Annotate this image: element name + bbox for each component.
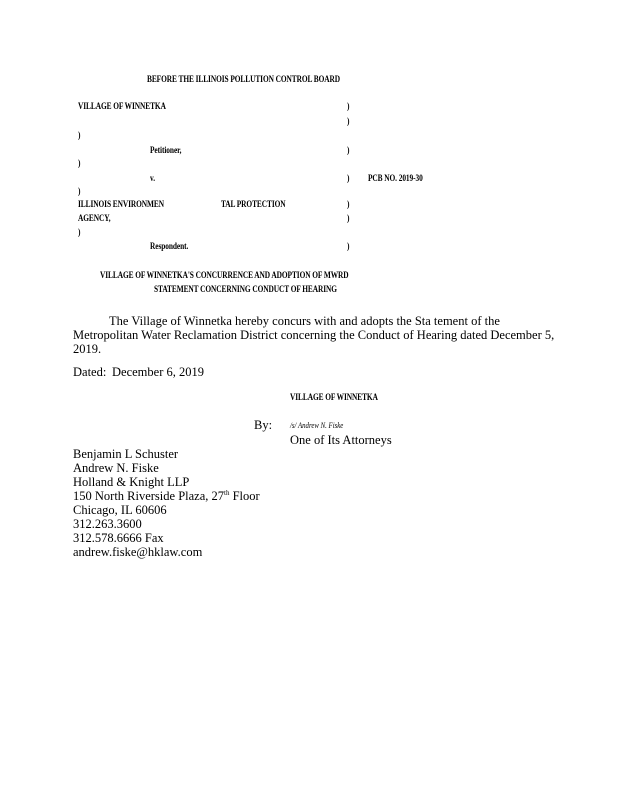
document-title-line2: STATEMENT CONCERNING CONDUCT OF HEARING	[154, 284, 337, 294]
body-paragraph-line1: The Village of Winnetka hereby concurs with and adopts the Sta tement of the	[109, 314, 500, 328]
caption-bracket: )	[347, 145, 350, 155]
body-paragraph-line2: Metropolitan Water Reclamation District concerning the Conduct of Hearing dated December 5,	[73, 328, 555, 342]
address-prefix: 150 North Riverside Plaza, 27	[73, 489, 225, 503]
versus-label: v.	[150, 173, 155, 183]
caption-bracket: )	[347, 241, 350, 251]
dated-value: December 6, 2019	[112, 365, 204, 379]
signature-line: /s/ Andrew N. Fiske	[290, 420, 344, 430]
caption-bracket: )	[78, 130, 81, 140]
signer-title: One of Its Attorneys	[290, 433, 392, 447]
document-title-line1: VILLAGE OF WINNETKA'S CONCURRENCE AND ADOPTION OF MWRD	[100, 270, 349, 280]
petitioner-role: Petitioner,	[150, 145, 182, 155]
respondent-name-part1: ILLINOIS ENVIRONMEN	[78, 199, 164, 209]
caption-bracket: )	[347, 101, 350, 111]
firm-city: Chicago, IL 60606	[73, 503, 167, 517]
attorney-name-2: Andrew N. Fiske	[73, 461, 159, 475]
firm-address	[73, 489, 260, 503]
law-firm: Holland & Knight LLP	[73, 475, 190, 489]
email-address: andrew.fiske@hklaw.com	[73, 545, 203, 559]
address-superscript: th	[224, 488, 230, 497]
dated-label: Dated:	[73, 365, 107, 379]
phone-number: 312.263.3600	[73, 517, 142, 531]
respondent-role: Respondent.	[150, 241, 189, 251]
by-label: By:	[254, 418, 273, 432]
signature-party: VILLAGE OF WINNETKA	[290, 392, 378, 402]
petitioner-name: VILLAGE OF WINNETKA	[78, 101, 166, 111]
respondent-name-part2: TAL PROTECTION	[221, 199, 286, 209]
caption-bracket: )	[347, 199, 350, 209]
board-title: BEFORE THE ILLINOIS POLLUTION CONTROL BOARD	[147, 74, 340, 84]
caption-bracket: )	[78, 158, 81, 168]
caption-bracket: )	[347, 116, 350, 126]
caption-bracket: )	[347, 173, 350, 183]
fax-number: 312.578.6666 Fax	[73, 531, 164, 545]
caption-bracket: )	[78, 186, 81, 196]
caption-bracket: )	[78, 227, 81, 237]
address-suffix: Floor	[229, 489, 260, 503]
caption-bracket: )	[347, 213, 350, 223]
respondent-name-line2: AGENCY,	[78, 213, 111, 223]
case-number: PCB NO. 2019-30	[368, 173, 423, 183]
attorney-name-1: Benjamin L Schuster	[73, 447, 179, 461]
body-paragraph-line3: 2019.	[73, 342, 102, 356]
